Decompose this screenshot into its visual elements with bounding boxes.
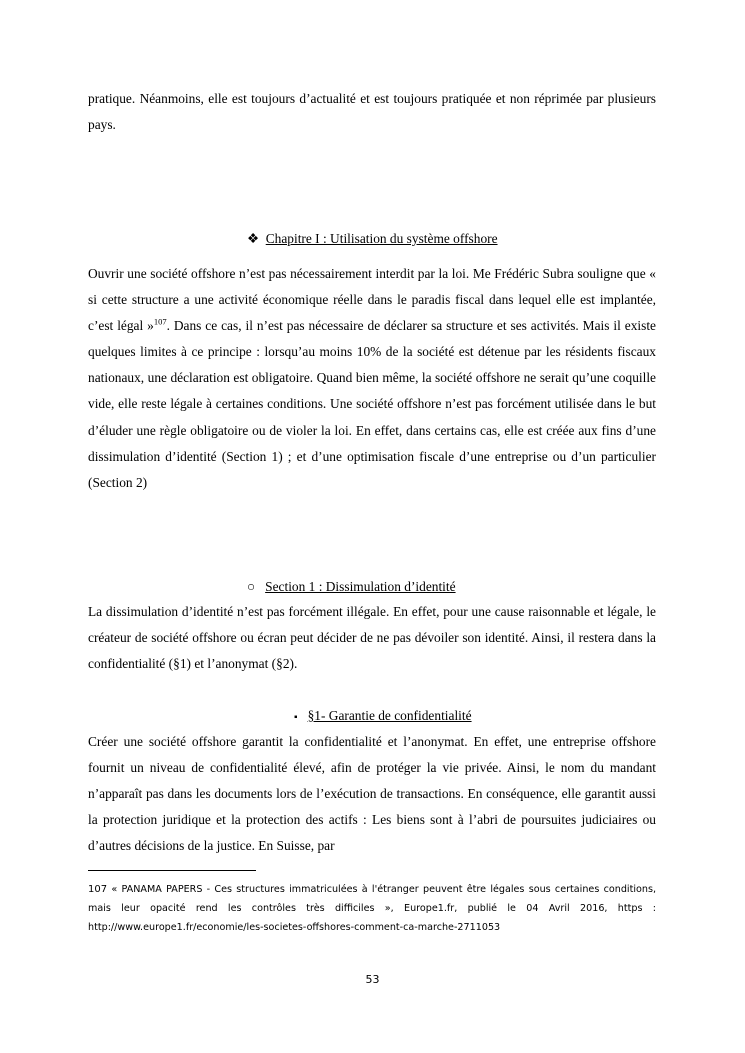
chapter-title: Chapitre I : Utilisation du système offshore	[265, 231, 498, 246]
section1-title: Section 1 : Dissimulation d’identité	[265, 579, 456, 594]
footnote-text: « PANAMA PAPERS - Ces structures immatriculées à l'étranger peuvent être légales sous certaines conditions, mais leur opacité rend les contrôles très difficiles », Europe1.fr, publié le 04 Avril 2016, https : http://www.europe1.fr/economie/les-societes-offshores-comment-ca-marche-2711053	[88, 884, 656, 933]
diamond-bullet-icon: ❖	[247, 231, 260, 246]
chapter-paragraph	[88, 261, 656, 496]
chapter-text-part1: Ouvrir une société offshore n’est pas nécessairement interdit par la loi. Me Frédéric Subra souligne que « si cette structure a une activité économique réelle dans le paradis fiscal dans lequel elle est implantée, c’est légal »	[88, 266, 656, 334]
chapter-text-part2: . Dans ce cas, il n’est pas nécessaire de déclarer sa structure et ses activités. Mais il existe quelques limites à ce principe : lorsqu’au moins 10% de la société est détenue par les résidents fiscaux nationaux, une déclaration est obligatoire. Quand bien même, la société offshore ne serait qu’une coquille vide, elle reste légale à certaines conditions. Une société offshore n’est pas forcément utilisée dans le but d’éluder une règle obligatoire ou de violer la loi. En effet, dans certains cas, elle est créée aux fins d’une dissimulation d’identité (Section 1) ; et d’une optimisation fiscale d’une entreprise ou d’un particulier (Section 2)	[88, 318, 656, 490]
circle-bullet-icon: ○	[247, 579, 256, 594]
page-number: 53	[365, 973, 380, 986]
footnote-separator	[88, 870, 256, 871]
footnote	[88, 880, 656, 937]
section1-heading	[0, 577, 745, 597]
section1-paragraph: La dissimulation d’identité n’est pas forcément illégale. En effet, pour une cause raisonnable et légale, le créateur de société offshore ou écran peut décider de ne pas dévoiler son identité. Ainsi, il restera dans la confidentialité (§1) et l’anonymat (§2).	[88, 604, 656, 672]
subsection1-paragraph: Créer une société offshore garantit la confidentialité et l’anonymat. En effet, une entreprise offshore fournit un niveau de confidentialité élevé, afin de protéger la vie privée. Ainsi, le nom du mandant n’apparaît pas dans les documents lors de l’exécution de transactions. En conséquence, elle garantit aussi la protection juridique et la protection des actifs : Les biens sont à l’abri de poursuites judiciaires ou d’autres décisions de la justice. En Suisse, par	[88, 734, 656, 854]
footnote-number: 107	[88, 884, 108, 895]
intro-paragraph: pratique. Néanmoins, elle est toujours d’actualité et est toujours pratiquée et non réprimée par plusieurs pays.	[88, 91, 656, 133]
chapter-heading	[0, 229, 745, 249]
subsection1-title: §1- Garantie de confidentialité	[307, 708, 472, 723]
square-bullet-icon: ▪	[294, 712, 298, 723]
subsection1-heading	[0, 706, 745, 728]
footnote-reference: 107	[153, 316, 167, 327]
